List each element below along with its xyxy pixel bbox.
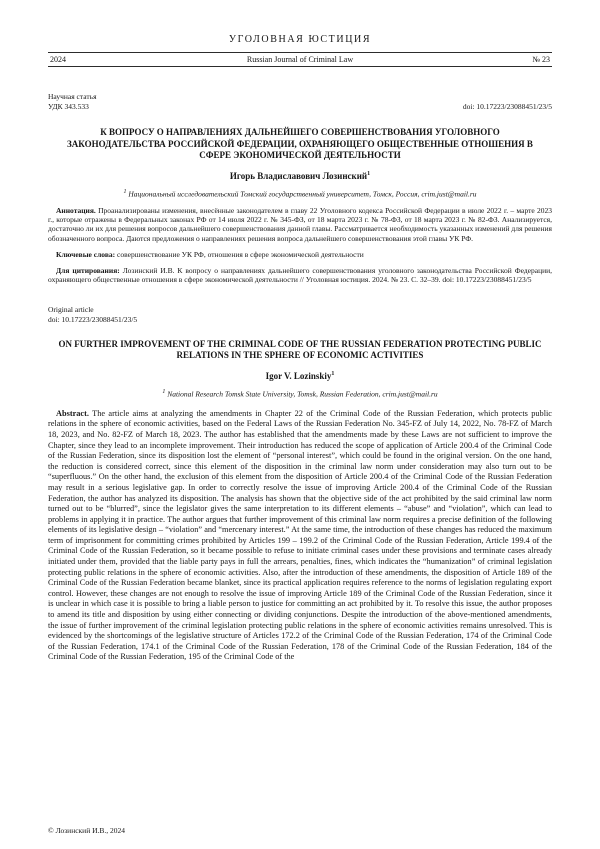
affiliation-text-ru: Национальный исследовательский Томский государственный университет, Томск, Россия, crim.just@mail.ru [128,189,477,199]
article-type-en: Original article [48,304,94,314]
udc-number: УДК 343.533 [48,101,89,111]
author-affiliation-ru [48,188,552,199]
author-en [48,369,552,382]
journal-year: 2024 [50,54,66,64]
citation-text-ru: Лозинский И.В. К вопросу о направлениях дальнейшего совершенствования уголовного законодательства Российской Федерации, охраняющего общественные отношения в сфере экономической деятельности // Уголовная юстиция. 2024. № 23. С. 32–39. doi: 10.17223/23088451/23/5 [48,266,552,285]
abstract-ru [48,206,552,243]
author-ru [48,169,552,182]
article-title-en: ON FURTHER IMPROVEMENT OF THE CRIMINAL CODE OF THE RUSSIAN FEDERATION PROTECTING PUBLIC RELATIONS IN THE SPHERE OF ECONOMIC ACTIVITIES [58,338,542,361]
abstract-en [48,409,552,663]
author-name-en: Igor V. Lozinskiy [265,370,332,381]
copyright-footer: © Лозинский И.В., 2024 [48,826,126,835]
journal-issue: № 23 [532,54,550,64]
affiliation-text-en: National Research Tomsk State University, Tomsk, Russian Federation, crim.just@mail.ru [167,389,438,399]
abstract-label-en: Abstract. [56,408,89,418]
affiliation-marker-ru: 1 [123,188,127,195]
abstract-label-ru: Аннотация. [56,205,96,215]
keywords-label-ru: Ключевые слова: [56,249,116,259]
journal-title: УГОЛОВНАЯ ЮСТИЦИЯ [228,34,372,45]
author-name-ru: Игорь Владиславович Лозинский [229,170,368,181]
citation-ru [48,266,552,285]
author-affiliation-en [48,388,552,399]
doi-en: doi: 10.17223/23088451/23/5 [48,314,138,324]
journal-subtitle: Russian Journal of Criminal Law [246,54,354,64]
affiliation-marker-en: 1 [162,388,166,395]
doi-top: doi: 10.17223/23088451/23/5 [462,101,552,111]
keywords-ru [48,250,552,259]
original-article-block [48,305,552,325]
abstract-text-en: The article aims at analyzing the amendments in Chapter 22 of the Criminal Code of the Russian Federation, which protects public relations in the sphere of economic activities, based on the Federal Laws of the Russian Federation No. 345-FZ of July 14, 2022, No. 78-FZ of March 18, 2023, and No. 82-FZ of March 18, 2023. The author has established that the amendments made by these Laws are not sufficient to improve the Chapter, since they lead to an incomplete improvement. Their introduction has reduced the scope of application of Article 200.4 of the Criminal Code of the Russian Federation, since its disposition lost the element of “personal interest”, which could be found in the original version. On the one hand, the reduction is considered correct, since this element of the disposition in the criminal law norm under consideration may also turn out to be “superfluous.” On the other hand, the exclusion of this element from the disposition of Article 200.4 of the Criminal Code of the Russian Federation may result in a serious legislative gap. In order to correctly resolve the issue of improving Article 200.4 of the Criminal Code of the Russian Federation, the author has analyzed its disposition. The analysis has shown that the objective side of the act prohibited by the said criminal law norm turned out to be “blurred”, since the legislator gives the same interpretation to its different elements – “abuse” and “violation”, which can lead to problems in applying it in practice. The author argues that further improvement of this criminal law norm requires a precise definition of the following elements of its legislative design – “violation” and “mercenary interest.” At the same time, the introduction of these changes has reduced the maximum term of imprisonment for committing crimes prohibited by Articles 199 – 199.2 of the Criminal Code of the Russian Federation, Article 199.4 of the Criminal Code of the Russian Federation, so it became possible to refuse to initiate criminal cases under these provisions and terminate cases already initiated under them, provided that the liable party pays in full the arrears, penalties, fines, which indicates the “humanization” of criminal legislation protecting public relations in the sphere of economic activities. Also, after the introduction of these amendments, the disposition of Article 189 of the Criminal Code of the Russian Federation became blanket, since its practical application requires reference to the norms of legislation regulating export control. However, these changes are not enough to resolve the issue of improving Article 189 of the Criminal Code of the Russian Federation, since it is unclear in which case it is possible to bring a liable person to justice for committing an act prohibited by it. To resolve this issue, the author proposes to amend its title and disposition by using either connecting or dividing conjunctions. Despite the introduction of the above-mentioned amendments, the issue of further improvement of the criminal legislation protecting public relations in the sphere of economic activities remains unresolved. This is evidenced by the shortcomings of the legislative structure of Articles 172.2 of the Criminal Code of the Russian Federation, 174 of the Criminal Code of the Russian Federation, 174.1 of the Criminal Code of the Russian Federation, 178 of the Criminal Code of the Russian Federation, 184 of the Criminal Code of the Russian Federation, 195 of the Criminal Code of the [48,408,552,662]
author-marker-ru: 1 [367,170,371,177]
keywords-text-ru: совершенствование УК РФ, отношения в сфере экономической деятельности [117,249,364,259]
article-type-ru: Научная статья [48,92,97,101]
abstract-text-ru: Проанализированы изменения, внесённые законодателем в главу 22 Уголовного кодекса Российской Федерации в июле 2022 г. – марте 2023 г., которые отражены в Федеральных законах РФ от 14 июля 2022 г. № 345-ФЗ, от 18 марта 2023 г. № 78-ФЗ, от 18 марта 2023 г. № 82-ФЗ. Анализируется, достаточно ли их для решения вопросов дальнейшего совершенствования данной главы. Рассматривается необходимость указанных изменений для решения обозначенного вопроса. Даются предложения о направлениях решения вопроса дальнейшего совершенствования этой главы УК РФ. [48,205,552,243]
article-meta-left [48,92,97,111]
journal-header [48,34,552,67]
article-title-ru: К ВОПРОСУ О НАПРАВЛЕНИЯХ ДАЛЬНЕЙШЕГО СОВЕРШЕНСТВОВАНИЯ УГОЛОВНОГО ЗАКОНОДАТЕЛЬСТВА РОССИЙСКОЙ ФЕДЕРАЦИИ, ОХРАНЯЮЩЕГО ОБЩЕСТВЕННЫЕ ОТНОШЕНИЯ В СФЕРЕ ЭКОНОМИЧЕСКОЙ ДЕЯТЕЛЬНОСТИ [67,127,533,161]
citation-label-ru: Для цитирования: [56,266,120,276]
article-meta [48,92,552,111]
journal-header-band [48,52,552,67]
author-marker-en: 1 [331,370,335,377]
